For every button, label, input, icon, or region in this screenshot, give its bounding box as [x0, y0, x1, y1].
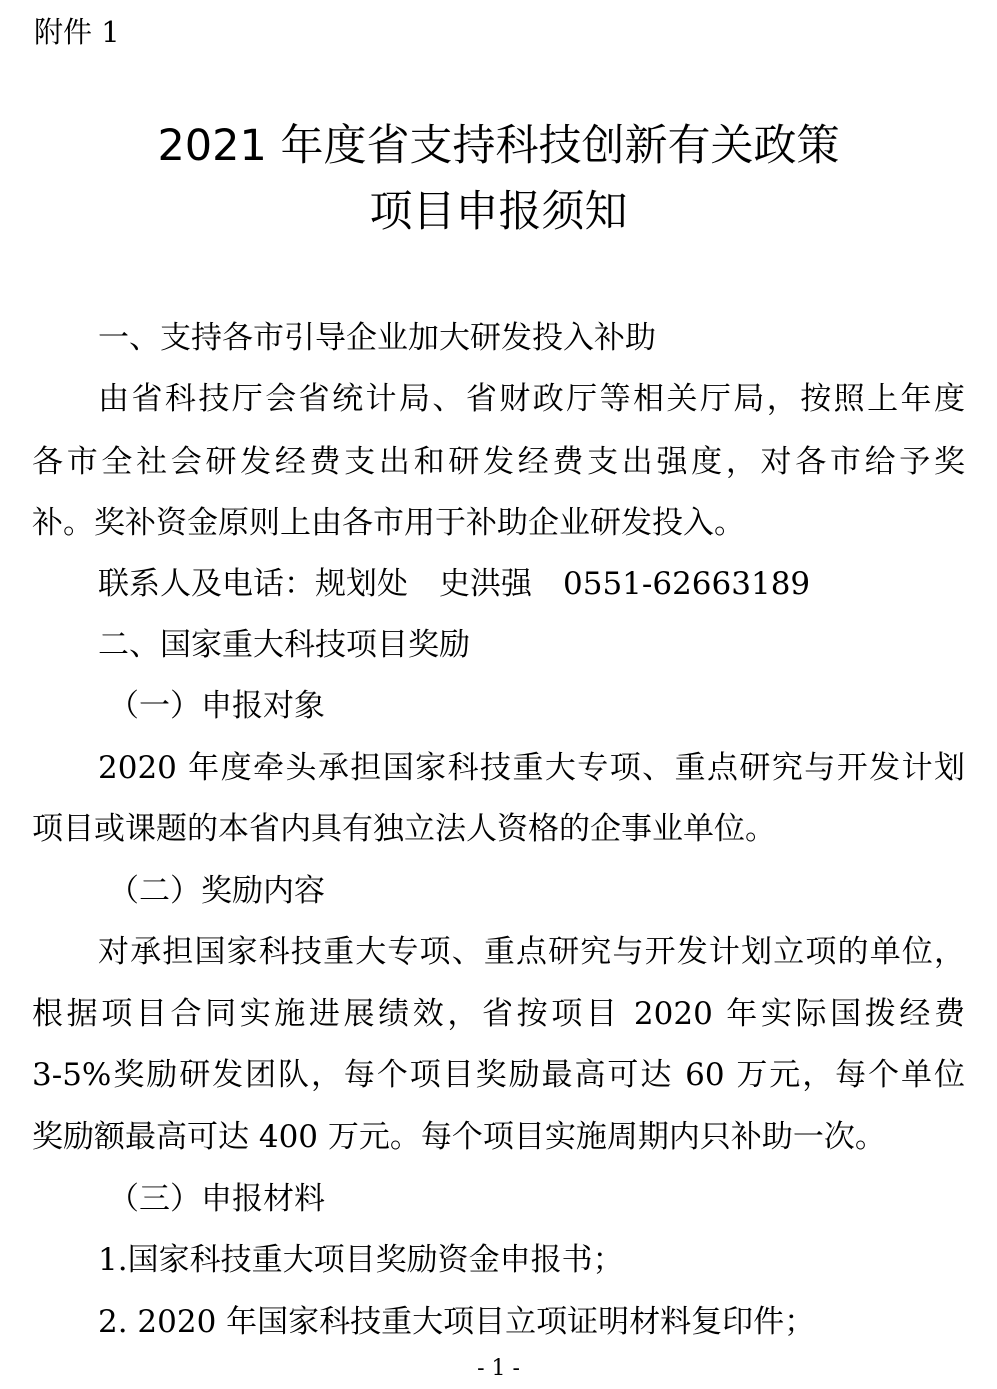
section-1-paragraph-line-2: 各市全社会研发经费支出和研发经费支出强度，对各市给予奖 [32, 444, 965, 480]
section-2-sub-2-line-3: 3-5%奖励研发团队，每个项目奖励最高可达 60 万元，每个单位 [32, 1057, 965, 1093]
section-2-sub-2-heading: （二）奖励内容 [108, 873, 325, 909]
section-1-contact: 联系人及电话：规划处 史洪强 0551-62663189 [98, 566, 811, 602]
section-2-sub-2-line-4: 奖励额最高可达 400 万元。每个项目实施周期内只补助一次。 [32, 1119, 886, 1155]
section-2-sub-3-item-2: 2. 2020 年国家科技重大项目立项证明材料复印件； [98, 1304, 816, 1340]
page-number: - 1 - [477, 1356, 520, 1381]
section-1-paragraph-line-3: 补。奖补资金原则上由各市用于补助企业研发投入。 [32, 505, 745, 541]
section-2-sub-1-line-1: 2020 年度牵头承担国家科技重大专项、重点研究与开发计划 [98, 750, 965, 786]
section-1-heading: 一、支持各市引导企业加大研发投入补助 [98, 320, 656, 356]
section-2-sub-2-line-1: 对承担国家科技重大专项、重点研究与开发计划立项的单位， [98, 934, 965, 970]
section-1-paragraph-line-1: 由省科技厅会省统计局、省财政厅等相关厅局，按照上年度 [98, 381, 965, 417]
section-2-sub-3-heading: （三）申报材料 [108, 1181, 325, 1217]
attachment-label: 附件 1 [34, 15, 120, 49]
section-2-sub-1-heading: （一）申报对象 [108, 688, 325, 724]
section-2-sub-1-line-2: 项目或课题的本省内具有独立法人资格的企事业单位。 [32, 811, 776, 847]
document-title-line-2: 项目申报须知 [369, 187, 628, 237]
document-title-line-1: 2021 年度省支持科技创新有关政策 [157, 121, 840, 171]
section-2-sub-3-item-1: 1.国家科技重大项目奖励资金申报书； [98, 1242, 624, 1278]
section-2-heading: 二、国家重大科技项目奖励 [98, 627, 470, 663]
section-2-sub-2-line-2: 根据项目合同实施进展绩效，省按项目 2020 年实际国拨经费 [32, 996, 965, 1032]
